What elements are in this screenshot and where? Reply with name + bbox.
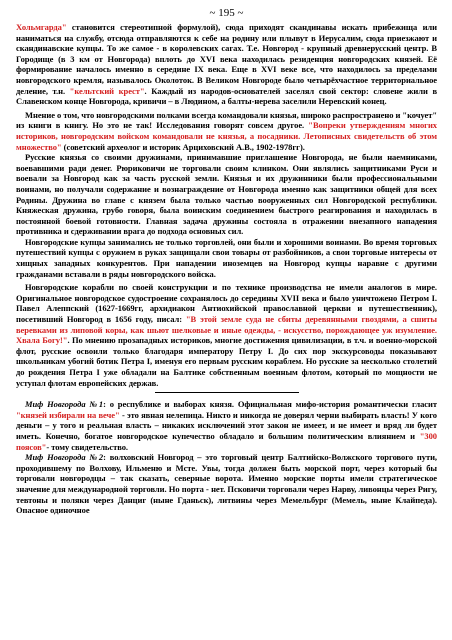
quote-300-belts: "300 поясов" [16, 430, 437, 452]
paragraph-1 [16, 22, 437, 107]
myth-2 [16, 452, 437, 516]
highlight-holmgard: Хольмгарда" [16, 22, 67, 32]
paragraph-5 [16, 282, 437, 388]
myth-1-label: Миф Новгорода №1 [25, 399, 104, 410]
text-run: становится стереотипной формулой), сюда приходят скандинавы искать прибежища или наниматься на службу, отсюда отправляются к себе на родину или плывут в Иерусалим, сюда приезжают и скандинавские купцы. То же самое - в королевских сагах. Т.е. Новгород - крупный древнерусский центр. В Городище (в 3 км от Новгорода) вплоть до XVI века находилась резиденция новгородских князей. Её формирование началось именно в середине IX века. Еще в XVI веке все, что находилось за пределами новгородского кремля, называлось Околоток. В Великом Новгороде было четырёхчастное территориальное деление, т.н. [16, 22, 437, 96]
text-run: Мнение о том, что новгородскими полками всегда командовали князья, широко распространено и "кочует" из книги в книгу. Но это не так! Исследования говорят совсем другое. [16, 109, 437, 131]
paragraph-4: Новгородские купцы занимались не только торговлей, они были и хорошими воинами. Во время торговых путешествий купцы с оружием в руках защищали свои товары от разбойников, а свои торговые интересы от хищных западных конкурентов. При нападении иноземцев на Новгород купцы наравне с другими гражданами вставали в ряды новгородского войска. [16, 236, 437, 279]
paragraph-2 [16, 110, 437, 152]
myth-2-label: Миф Новгорода №2 [25, 452, 104, 463]
book-page [16, 6, 437, 516]
section-divider [155, 392, 299, 393]
text-run: - тому свидетельство. [46, 441, 128, 452]
text-run: : о республике и выборах князя. Официальная мифо-история романтически гласит [103, 399, 437, 410]
quote-veche: "князей избирали на вече" [16, 409, 120, 420]
myth-1 [16, 399, 437, 452]
highlight-celtic-cross: "кельтский крест" [69, 85, 145, 96]
quote-artsikhovsky: "Вопреки утверждениям многих историков, новгородским войском командовали не князья, а посадники. Летописных свидетельств об этом множество" [16, 120, 438, 152]
paragraph-3: Русские князья со своими дружинами, принимавшие приглашение Новгорода, не были наемниками, воевавшими ради денег. Рюриковичи не торговали своим клинком. Они являлись защитниками Руси и воевали за Новгород как за часть русской земли. Князья и их дружинники были профессиональными воинами, но получали содержание и вознаграждение от Новгорода именно как защитники общей для всех Родины. Дружина во главе с князем была только частью вооруженных сил Новгородской республики. Княжеская дружина, грубо говоря, была воинским соединением быстрого реагирования и находилась в постоянной боевой готовности. Главная задача дружины состояла в отражении внезапного нападения противника и сдерживании врага до подхода основных сил. [16, 152, 437, 237]
page-number: ~ 195 ~ [209, 7, 244, 19]
text-run: . Каждый из народов-основателей заселял свой сектор: словене жили в Славенском конце Новгорода, кривичи – в Людином, а балты-нерева заселили Неревский конец. [16, 85, 437, 107]
quote-paul-aleppo: "В этой земле суда не сбиты деревянными гвоздями, а сшиты веревками из липовой коры, как шьют шелковые и иные одежды, - искусство, порождающее уж изумление. Хвала Богу!" [16, 314, 437, 346]
text-run: - это явная нелепица. Никто и никогда не доверял черни выбирать власть! У кого деньги – у того и реальная власть – никаких исключений этот закон не имеет, и не имеет и вряд ли будет иметь. Конечно, богатое новгородское купечество обладало и большим политическим влиянием и [16, 409, 437, 441]
text-run: . По мнению прозападных историков, многие достижения цивилизации, в т.ч. и военно-морской флот, русские освоили только благодаря императору Петру I. До сих пор экскурсоводы показывают школьникам убогий ботик Петра I, именуя его первым русским кораблем. Но русские за несколько столетий до рождения Петра I уже обладали на Балтике собственным военным флотом, который по мощности не уступал флотам европейских держав. [16, 335, 437, 388]
text-run: : волховский Новгород – это торговый центр Балтийско-Волжского торгового пути, проходившему по Волхову, Ильменю и Мсте. Увы, тогда должен быть морской порт, через который бы торговали новгородцы – так сказать, северные ворота. Именно морские порты имели стратегическое значение для международной торговли. Но порта - нет. Псковичи торговали через Нарву, ливонцы через Ригу, тевтоны и поляки через Данциг (ныне Гданьск), литвины через Мемельбург (Мемель, ныне Клайпеда). Опасное одиночное [16, 452, 437, 516]
text-run: Новгородские корабли по своей конструкции и по технике производства не имели аналогов в мире. Оригинальное новгородское судостроение сохранялось до середины XVII века и было уничтожено Петром I. Павел Алеппский (1627-1669гг, архидиакон Антиохийской православной церкви и путешественник), посетивший Новгород в 1656 году, писал: [16, 282, 437, 325]
text-run: (советский археолог и историк Арциховский А.В., 1902-1978гг). [61, 141, 305, 152]
